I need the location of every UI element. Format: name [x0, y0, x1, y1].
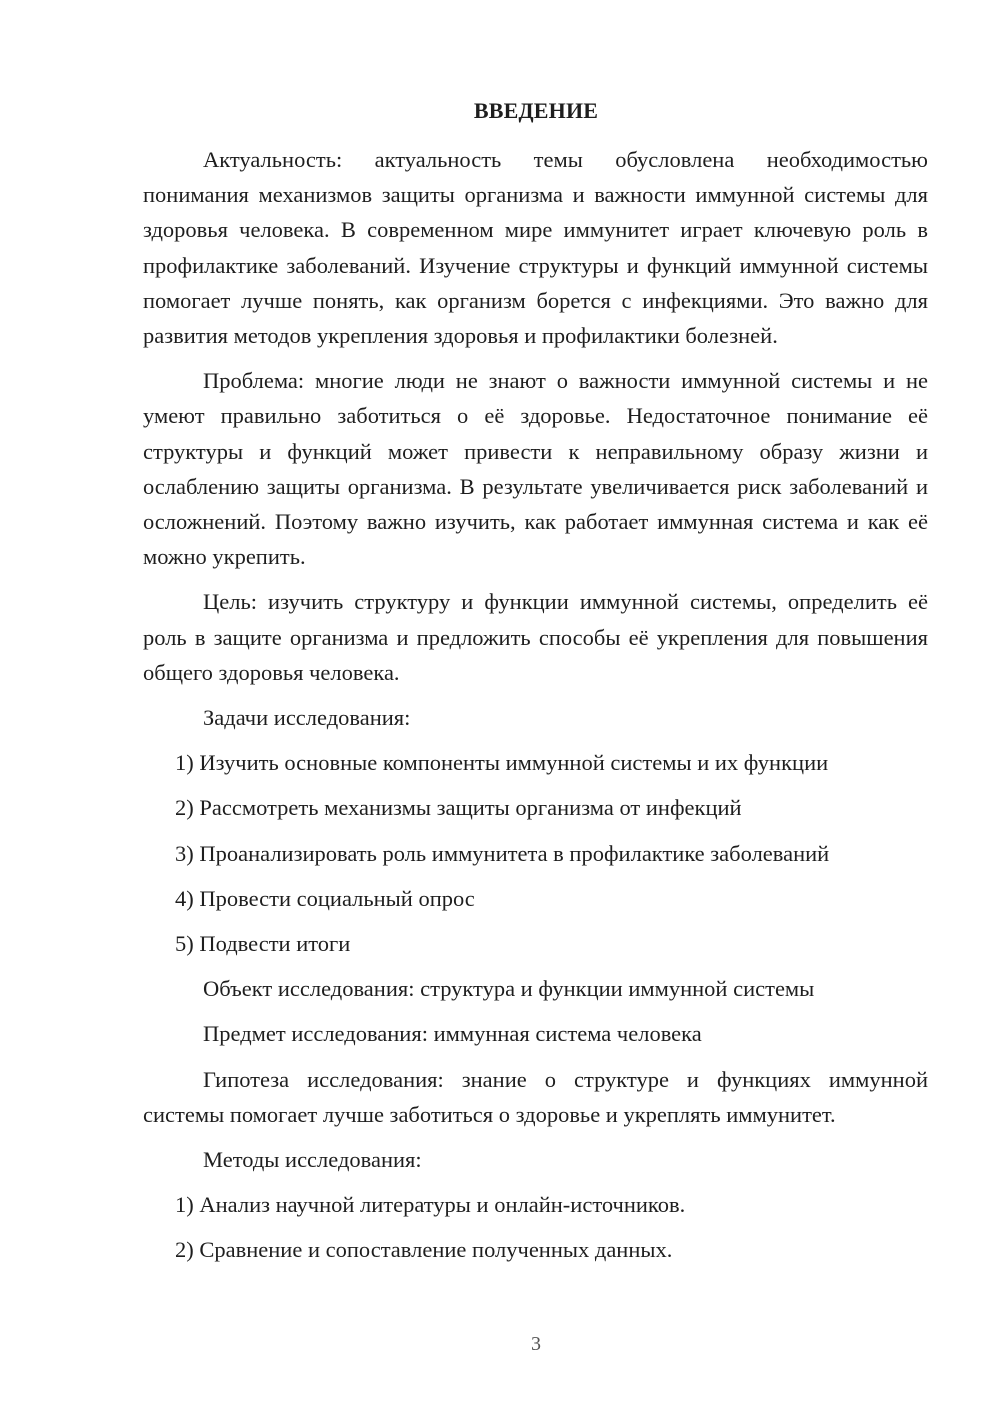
- methods-heading: Методы исследования:: [203, 1147, 422, 1173]
- task-item-1: 1) Изучить основные компоненты иммунной системы и их функции: [175, 750, 829, 776]
- task-item-5: 5) Подвести итоги: [175, 931, 351, 957]
- paragraph-subject: Предмет исследования: иммунная система человека: [203, 1021, 702, 1047]
- tasks-heading: Задачи исследования:: [203, 705, 411, 731]
- paragraph-hypothesis: Гипотеза исследования: знание о структуре и функциях иммунной системы помогает лучше заботиться о здоровье и укреплять иммунитет.: [143, 1066, 928, 1127]
- document-body: [143, 142, 928, 1278]
- page-number: 3: [531, 1333, 541, 1355]
- task-item-2: 2) Рассмотреть механизмы защиты организма от инфекций: [175, 795, 742, 821]
- paragraph-relevance: Актуальность: актуальность темы обусловлена необходимостью понимания механизмов защиты организма и важности иммунной системы для здоровья человека. В современном мире иммунитет играет ключевую роль в профилактике заболеваний. Изучение структуры и функций иммунной системы помогает лучше понять, как организм борется с инфекциями. Это важно для развития методов укрепления здоровья и профилактики болезней.: [143, 147, 928, 349]
- method-item-2: 2) Сравнение и сопоставление полученных данных.: [175, 1237, 673, 1263]
- task-item-4: 4) Провести социальный опрос: [175, 885, 475, 911]
- paragraph-problem: Проблема: многие люди не знают о важности иммунной системы и не умеют правильно заботиться о её здоровье. Недостаточное понимание её структуры и функций может привести к неправильному образу жизни и ослаблению защиты организма. В результате увеличивается риск заболеваний и осложнений. Поэтому важно изучить, как работает иммунная система и как её можно укрепить.: [143, 368, 928, 570]
- paragraph-object: Объект исследования: структура и функции иммунной системы: [203, 976, 815, 1002]
- page-title: ВВЕДЕНИЕ: [473, 98, 599, 123]
- method-item-1: 1) Анализ научной литературы и онлайн-источников.: [175, 1192, 686, 1218]
- task-item-3: 3) Проанализировать роль иммунитета в профилактике заболеваний: [175, 840, 830, 866]
- paragraph-goal: Цель: изучить структуру и функции иммунной системы, определить её роль в защите организма и предложить способы её укрепления для повышения общего здоровья человека.: [143, 589, 928, 685]
